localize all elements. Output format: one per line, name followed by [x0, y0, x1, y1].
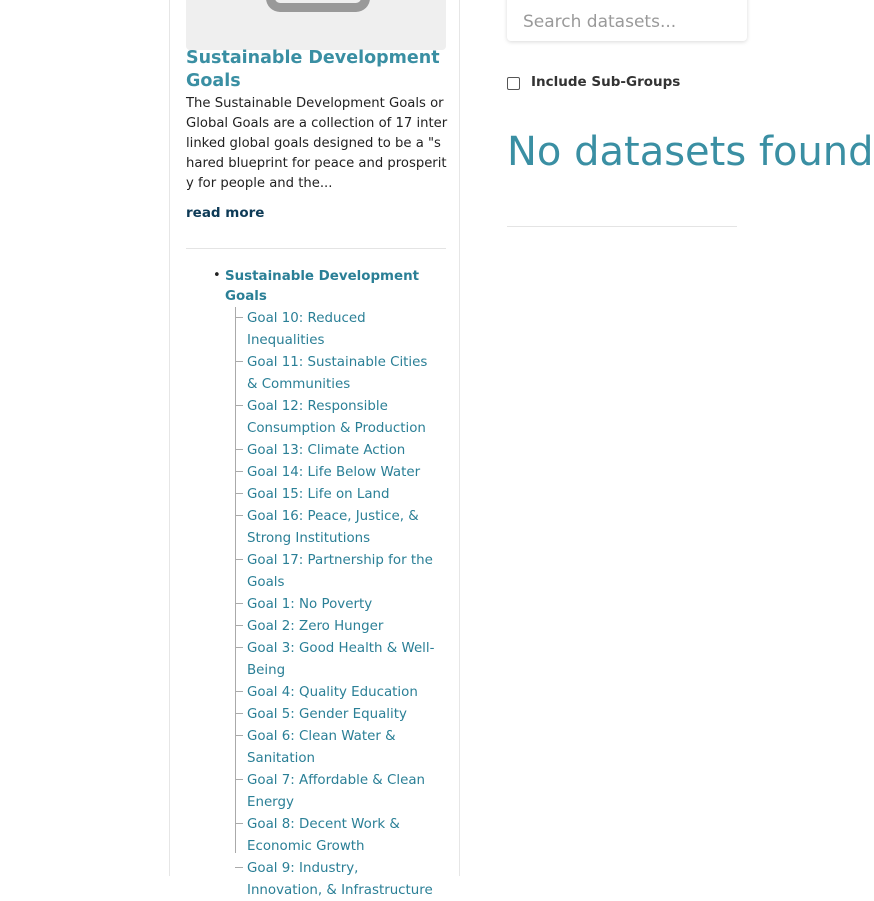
group-image: [186, 0, 446, 50]
tree-root-link[interactable]: Sustainable Development Goals: [225, 269, 420, 304]
tree-child-item: [235, 725, 437, 769]
results-divider: [507, 226, 737, 227]
tree-child-item: [235, 549, 437, 593]
tree-child-item: [235, 307, 437, 351]
include-subgroups-filter[interactable]: [507, 74, 680, 90]
tree-child-link[interactable]: Goal 10: Reduced Inequalities: [247, 311, 366, 348]
group-description: The Sustainable Development Goals or Global Goals are a collection of 17 interlinked global goals designed to be a "shared blueprint for peace and prosperity for people and the...: [186, 96, 448, 191]
tree-child-link[interactable]: Goal 11: Sustainable Cities & Communities: [247, 355, 428, 392]
group-sidebar: [169, 0, 460, 898]
tree-child-link[interactable]: Goal 17: Partnership for the Goals: [247, 553, 433, 590]
search-input[interactable]: [507, 0, 747, 41]
include-subgroups-checkbox[interactable]: [507, 77, 520, 90]
tree-child-link[interactable]: Goal 13: Climate Action: [247, 443, 406, 458]
tree-child-link[interactable]: Goal 7: Affordable & Clean Energy: [247, 773, 426, 810]
tree-children: [235, 307, 433, 901]
tree-child-item: [235, 395, 437, 439]
tree-child-link[interactable]: Goal 12: Responsible Consumption & Production: [247, 399, 426, 436]
tree-child-item: [235, 703, 437, 725]
tree-child-link[interactable]: Goal 14: Life Below Water: [247, 465, 421, 480]
tree-child-item: [235, 681, 437, 703]
bullet-icon: •: [213, 268, 221, 283]
tree-child-link[interactable]: Goal 2: Zero Hunger: [247, 619, 384, 634]
empty-results-message: No datasets found: [507, 129, 874, 175]
tree-child-item: [235, 769, 437, 813]
group-title: Sustainable Development Goals: [186, 48, 440, 91]
tree-child-item: [235, 483, 437, 505]
tree-child-link[interactable]: Goal 8: Decent Work & Economic Growth: [247, 817, 400, 854]
sidebar-divider: [186, 248, 446, 249]
tree-child-item: [235, 461, 437, 483]
tree-child-link[interactable]: Goal 4: Quality Education: [247, 685, 418, 700]
tree-child-item: [235, 857, 437, 901]
tree-child-link[interactable]: Goal 1: No Poverty: [247, 597, 373, 612]
tree-child-link[interactable]: Goal 6: Clean Water & Sanitation: [247, 729, 396, 766]
tree-child-item: [235, 637, 437, 681]
tree-child-link[interactable]: Goal 5: Gender Equality: [247, 707, 407, 722]
search-box: [507, 0, 747, 41]
include-subgroups-label[interactable]: Include Sub-Groups: [531, 74, 681, 90]
tree-child-item: [235, 615, 437, 637]
read-more-link[interactable]: read more: [186, 205, 265, 221]
tree-child-item: [235, 439, 437, 461]
tree-child-link[interactable]: Goal 15: Life on Land: [247, 487, 390, 502]
placeholder-image-icon: [266, 0, 370, 12]
tree-child-link[interactable]: Goal 3: Good Health & Well-Being: [247, 641, 435, 678]
tree-child-link[interactable]: Goal 16: Peace, Justice, & Strong Institutions: [247, 509, 419, 546]
tree-child-link[interactable]: Goal 9: Industry, Innovation, & Infrastructure: [247, 861, 433, 898]
group-tree: [213, 267, 433, 901]
tree-child-item: [235, 505, 437, 549]
tree-child-item: [235, 813, 437, 857]
tree-child-item: [235, 593, 437, 615]
tree-child-item: [235, 351, 437, 395]
